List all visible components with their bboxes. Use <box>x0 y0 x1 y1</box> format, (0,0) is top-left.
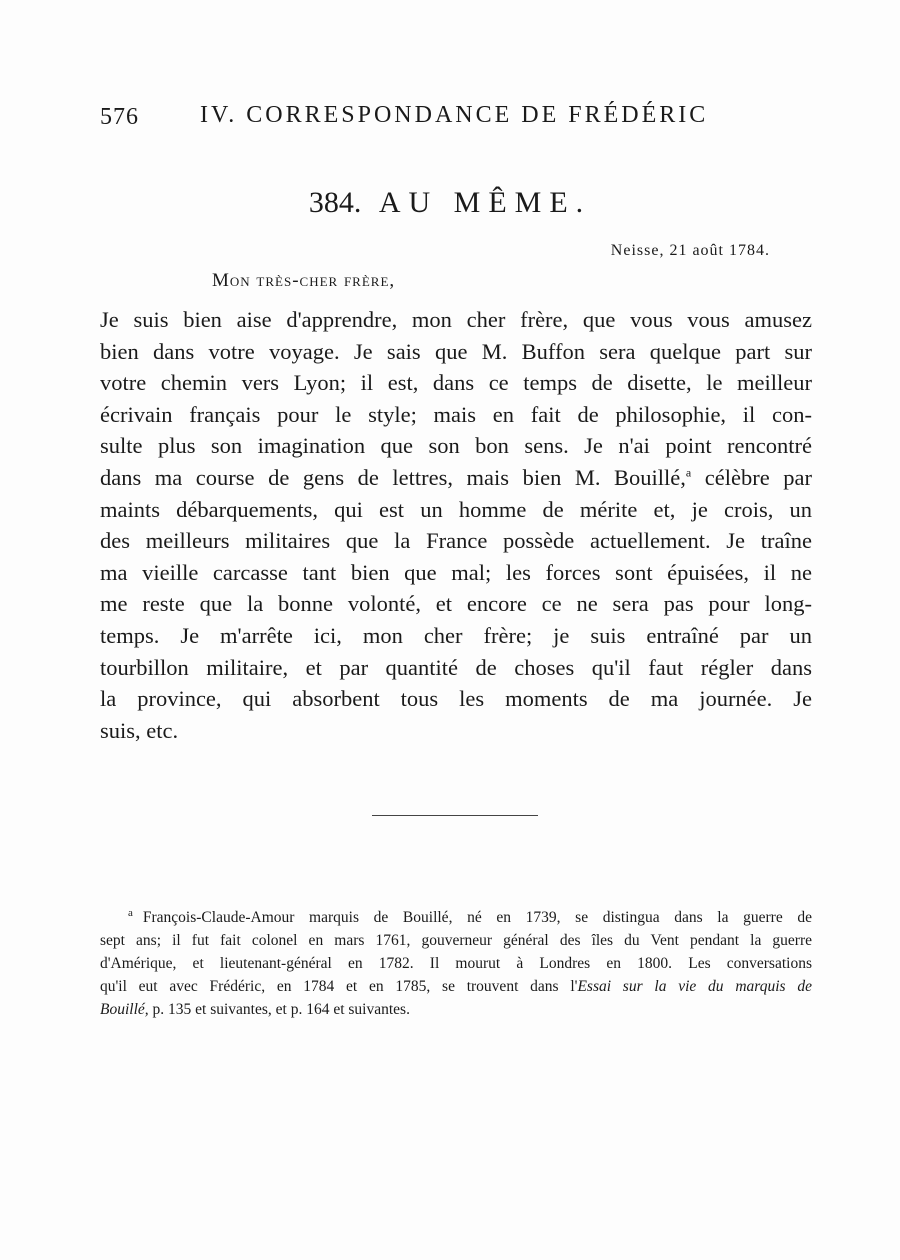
body-line: votre chemin vers Lyon; il est, dans ce temps de disette, le meilleur <box>100 370 812 396</box>
body-line-with-note <box>100 462 812 494</box>
body-line-continuation: célèbre par <box>704 464 813 490</box>
footnote-line <box>100 906 812 929</box>
letter-body <box>100 304 812 746</box>
section-separator <box>372 815 538 816</box>
dateline: Neisse, 21 août 1784. <box>610 242 770 259</box>
body-line: me reste que la bonne volonté, et encore ce ne sera pas pour long- <box>100 591 812 617</box>
footnote-line <box>100 975 812 998</box>
footnote-line: sept ans; il fut fait colonel en mars 1761, gouverneur général des îles du Vent pendant la guerre <box>100 932 812 949</box>
footnote-line <box>100 998 812 1021</box>
body-line: la province, qui absorbent tous les moments de ma journée. Je <box>100 686 812 712</box>
body-line: tourbillon militaire, et par quantité de choses qu'il faut régler dans <box>100 654 812 680</box>
body-line: des meilleurs militaires que la France possède actuellement. Je traîne <box>100 528 812 554</box>
footnote-line-text: p. 135 et suivantes, et p. 164 et suivantes. <box>152 1001 410 1018</box>
body-line: temps. Je m'arrête ici, mon cher frère; je suis entraîné par un <box>100 622 812 648</box>
running-head <box>100 100 720 140</box>
footnote-italic-title: Essai sur la vie du marquis de <box>577 978 812 995</box>
letter-addressee: AU MÊME. <box>378 186 592 219</box>
footnote-line: d'Amérique, et lieutenant-général en 1782. Il mourut à Londres en 1800. Les conversations <box>100 955 812 972</box>
footnote-line-text: qu'il eut avec Frédéric, en 1784 et en 1785, se trouvent dans l' <box>100 978 578 995</box>
letter-heading <box>0 186 900 220</box>
footnote <box>100 906 812 1021</box>
body-line-text: dans ma course de gens de lettres, mais bien M. Bouillé, <box>100 464 686 490</box>
footnote-marker: a <box>128 906 133 919</box>
body-line: bien dans votre voyage. Je sais que M. Buffon sera quelque part sur <box>100 338 812 364</box>
running-title: IV. CORRESPONDANCE DE FRÉDÉRIC <box>200 102 709 128</box>
body-line: écrivain français pour le style; mais en fait de philosophie, il con- <box>100 401 812 427</box>
body-line: Je suis bien aise d'apprendre, mon cher frère, que vous vous amusez <box>100 307 812 332</box>
footnote-italic-title: Bouillé, <box>100 1001 149 1018</box>
body-line: ma vieille carcasse tant bien que mal; les forces sont épuisées, il ne <box>100 559 812 585</box>
body-line: maints débarquements, qui est un homme de mérite et, je crois, un <box>100 496 812 522</box>
body-line: sulte plus son imagination que son bon sens. Je n'ai point rencontré <box>100 433 812 459</box>
letter-number: 384. <box>308 186 362 219</box>
salutation: Mon très-cher frère, <box>212 270 396 291</box>
footnote-line-text: François-Claude-Amour marquis de Bouillé, né en 1739, se distingua dans la guerre de <box>142 909 812 926</box>
footnote-reference: a <box>685 465 692 480</box>
page-number: 576 <box>100 104 139 130</box>
body-line: suis, etc. <box>100 717 179 743</box>
